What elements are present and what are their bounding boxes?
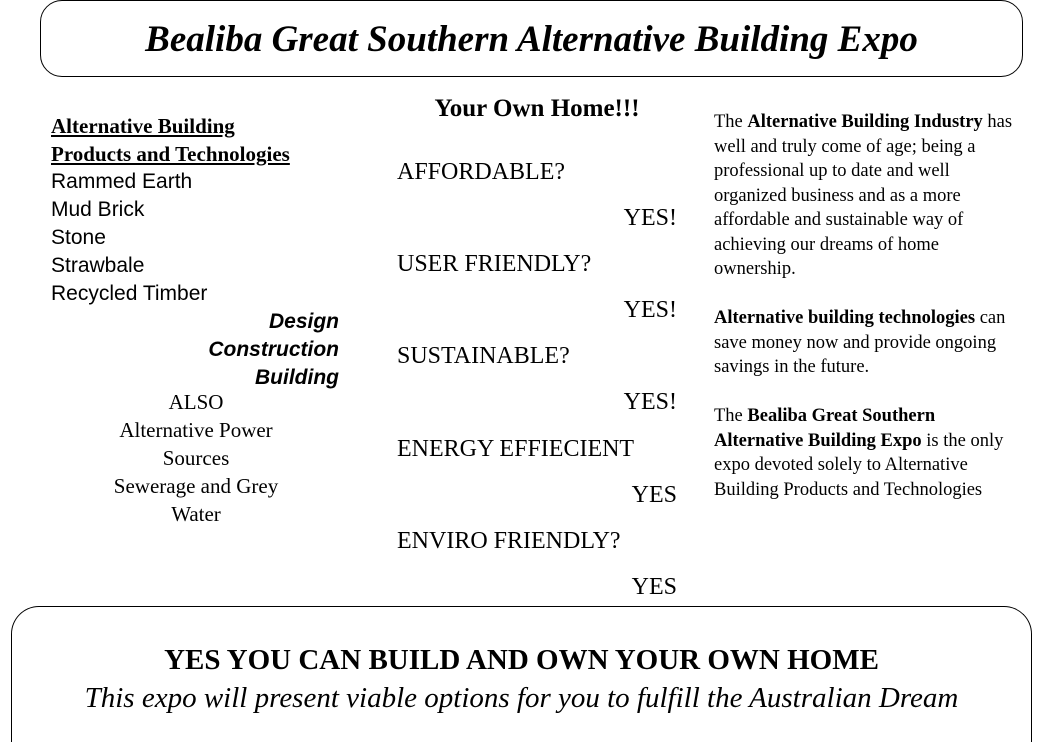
also-line: Alternative Power: [119, 418, 273, 442]
title-banner: [40, 0, 1023, 77]
product-item: Mud Brick: [51, 198, 145, 221]
answer: YES: [631, 482, 677, 508]
product-item: Rammed Earth: [51, 170, 193, 193]
also-label: ALSO: [168, 390, 224, 414]
products-heading-line2: Products and Technologies: [51, 142, 290, 166]
left-column: [51, 112, 341, 392]
answer: YES!: [623, 297, 677, 323]
question: ENERGY EFFIECIENT: [397, 436, 635, 462]
bottom-banner: [11, 606, 1032, 742]
answer: YES!: [623, 205, 677, 231]
right-column: [714, 110, 1014, 574]
answer: YES: [631, 574, 677, 600]
service-item: Building: [255, 366, 339, 389]
question: AFFORDABLE?: [397, 159, 566, 185]
also-line: Water: [171, 502, 221, 526]
also-line: Sources: [162, 446, 230, 470]
also-line: Sewerage and Grey: [113, 474, 279, 498]
service-item: Construction: [208, 338, 339, 361]
savings-paragraph: Alternative building technologies can save money now and provide ongoing savings in the future.: [714, 308, 1006, 377]
australian-dream-tagline: This expo will present viable options for you to fulfill the Australian Dream: [84, 682, 959, 714]
expo-title: Bealiba Great Southern Alternative Building Expo: [145, 19, 918, 60]
industry-paragraph: The Alternative Building Industry has well and truly come of age; being a professional up to date and well organized business and as a more affordable and sustainable way of achieving our dreams of home ownership.: [714, 112, 1013, 279]
question: ENVIRO FRIENDLY?: [397, 528, 621, 554]
product-item: Stone: [51, 226, 106, 249]
build-own-home-slogan: YES YOU CAN BUILD AND OWN YOUR OWN HOME: [164, 644, 879, 676]
also-block: [51, 388, 341, 528]
product-item: Recycled Timber: [51, 282, 208, 305]
question: SUSTAINABLE?: [397, 343, 570, 369]
products-heading-line1: Alternative Building: [51, 114, 235, 138]
question: USER FRIENDLY?: [397, 251, 592, 277]
expo-paragraph: The Bealiba Great Southern Alternative Building Expo is the only expo devoted solely to Alternative Building Products and Technologies: [714, 406, 1004, 500]
service-item: Design: [268, 310, 339, 333]
product-item: Strawbale: [51, 254, 145, 277]
answer: YES!: [623, 389, 677, 415]
own-home-title: Your Own Home!!!: [434, 95, 640, 122]
